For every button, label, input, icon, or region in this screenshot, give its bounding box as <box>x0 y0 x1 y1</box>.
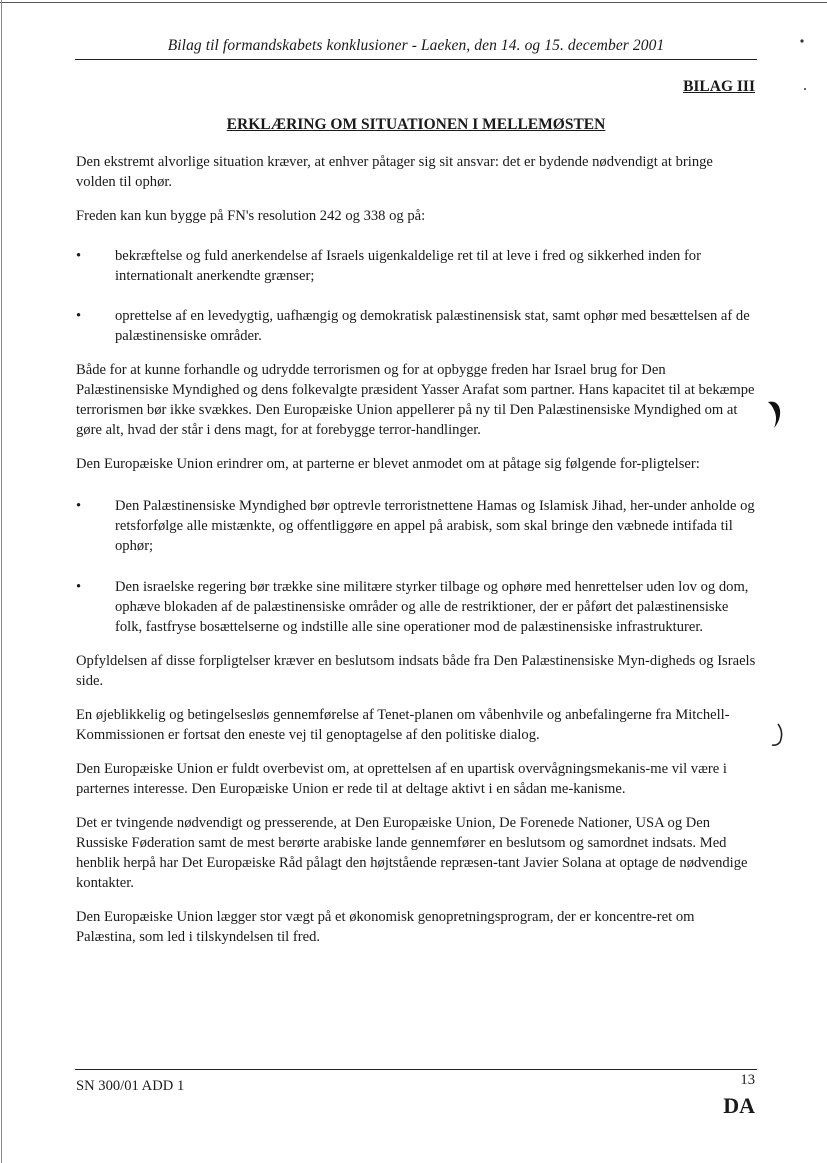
footer-divider <box>75 1069 757 1070</box>
punch-hole-mark <box>770 720 786 748</box>
list-item-text: Den israelske regering bør trække sine militære styrker tilbage og ophøre med henrettelser uden lov og dom, ophæve blokaden af de palæstinensiske områder og alle de restriktioner, der er påført det palæstinensiske folk, fastfryse bosættelserne og indstille alle sine operationer mod de palæstinensiske infrastrukturer. <box>115 579 749 635</box>
list-item <box>76 496 756 556</box>
running-header: Bilag til formandskabets konklusioner - Laeken, den 14. og 15. december 2001 <box>167 37 665 54</box>
language-code: DA <box>723 1093 755 1118</box>
paragraph: Opfyldelsen af disse forpligtelser kræver en beslutsom indsats både fra Den Palæstinensiske Myn-digheds og Israels side. <box>76 653 756 689</box>
header-divider <box>75 59 757 60</box>
document-reference: SN 300/01 ADD 1 <box>76 1078 185 1094</box>
paragraph: Den Europæiske Union erindrer om, at parterne er blevet anmodet om at påtage sig følgende for-pligtelser: <box>76 456 700 472</box>
bullet-icon: • <box>76 579 82 595</box>
bullet-list <box>76 246 756 346</box>
paragraph: Den Europæiske Union er fuldt overbevist om, at oprettelsen af en upartisk overvågningsmekanis-me vil være i parternes interesse. Den Europæiske Union er rede til at deltage aktivt i en sådan me-kanisme. <box>76 761 727 797</box>
bullet-icon: • <box>76 498 82 514</box>
list-item-text: oprettelse af en levedygtig, uafhængig og demokratisk palæstinensisk stat, samt ophør med besættelsen af de palæstinensiske områder. <box>115 308 750 344</box>
paragraph: En øjeblikkelig og betingelsesløs gennemførelse af Tenet-planen om våbenhvile og anbefalingerne fra Mitchell-Kommissionen er fortsat den eneste vej til genoptagelse af den politiske dialog. <box>76 707 730 743</box>
paragraph: Den ekstremt alvorlige situation kræver, at enhver påtager sig sit ansvar: det er bydende nødvendigt at bringe volden til ophør. <box>76 154 713 190</box>
paragraph: Både for at kunne forhandle og udrydde terrorismen og for at opbygge freden har Israel brug for Den Palæstinensiske Myndighed og dens folkevalgte præsident Yasser Arafat som partner. Hans kapacitet til at bekæmpe terrorismen bør ikke svækkes. Den Europæiske Union appellerer på ny til Den Palæstinensiske Myndighed om at gøre alt, hvad der står i dens magt, for at forebygge terror-handlinger. <box>76 362 755 438</box>
document-title: ERKLÆRING OM SITUATIONEN I MELLEMØSTEN <box>226 116 606 133</box>
bullet-icon: • <box>76 308 82 324</box>
paragraph: Det er tvingende nødvendigt og presserende, at Den Europæiske Union, De Forenede Nationer, USA og Den Russiske Føderation samt de mest berørte arabiske lande gennemfører en beslutsom og samordnet indsats. Med henblik herpå har Det Europæiske Råd pålagt den højtstående repræsen-tant Javier Solana at optage de nødvendige kontakter. <box>76 815 748 891</box>
annex-label: BILAG III <box>683 78 755 95</box>
list-item-text: bekræftelse og fuld anerkendelse af Israels uigenkaldelige ret til at leve i fred og sikkerhed inden for internationalt anerkendte grænser; <box>115 248 701 284</box>
paragraph: Freden kan kun bygge på FN's resolution 242 og 338 og på: <box>76 208 426 224</box>
bullet-list <box>76 496 756 637</box>
scan-top-edge <box>0 2 827 3</box>
list-item <box>76 306 756 346</box>
punch-hole-mark <box>760 398 784 432</box>
list-item <box>76 246 756 286</box>
bullet-icon: • <box>76 248 82 264</box>
list-item <box>76 577 756 637</box>
document-body <box>76 152 756 961</box>
scan-speck <box>802 86 808 92</box>
paragraph: Den Europæiske Union lægger stor vægt på et økonomisk genopretningsprogram, der er koncentre-ret om Palæstina, som led i tilskyndelsen til fred. <box>76 909 695 945</box>
scan-speck <box>799 38 805 44</box>
page-number: 13 <box>740 1072 755 1088</box>
list-item-text: Den Palæstinensiske Myndighed bør optrevle terroristnettene Hamas og Islamisk Jihad, her-under anholde og retsforfølge alle mistænkte, og offentliggøre en appel på arabisk, som skal bringe den væbnede intifada til ophør; <box>115 498 755 554</box>
scan-left-edge <box>1 0 2 1163</box>
